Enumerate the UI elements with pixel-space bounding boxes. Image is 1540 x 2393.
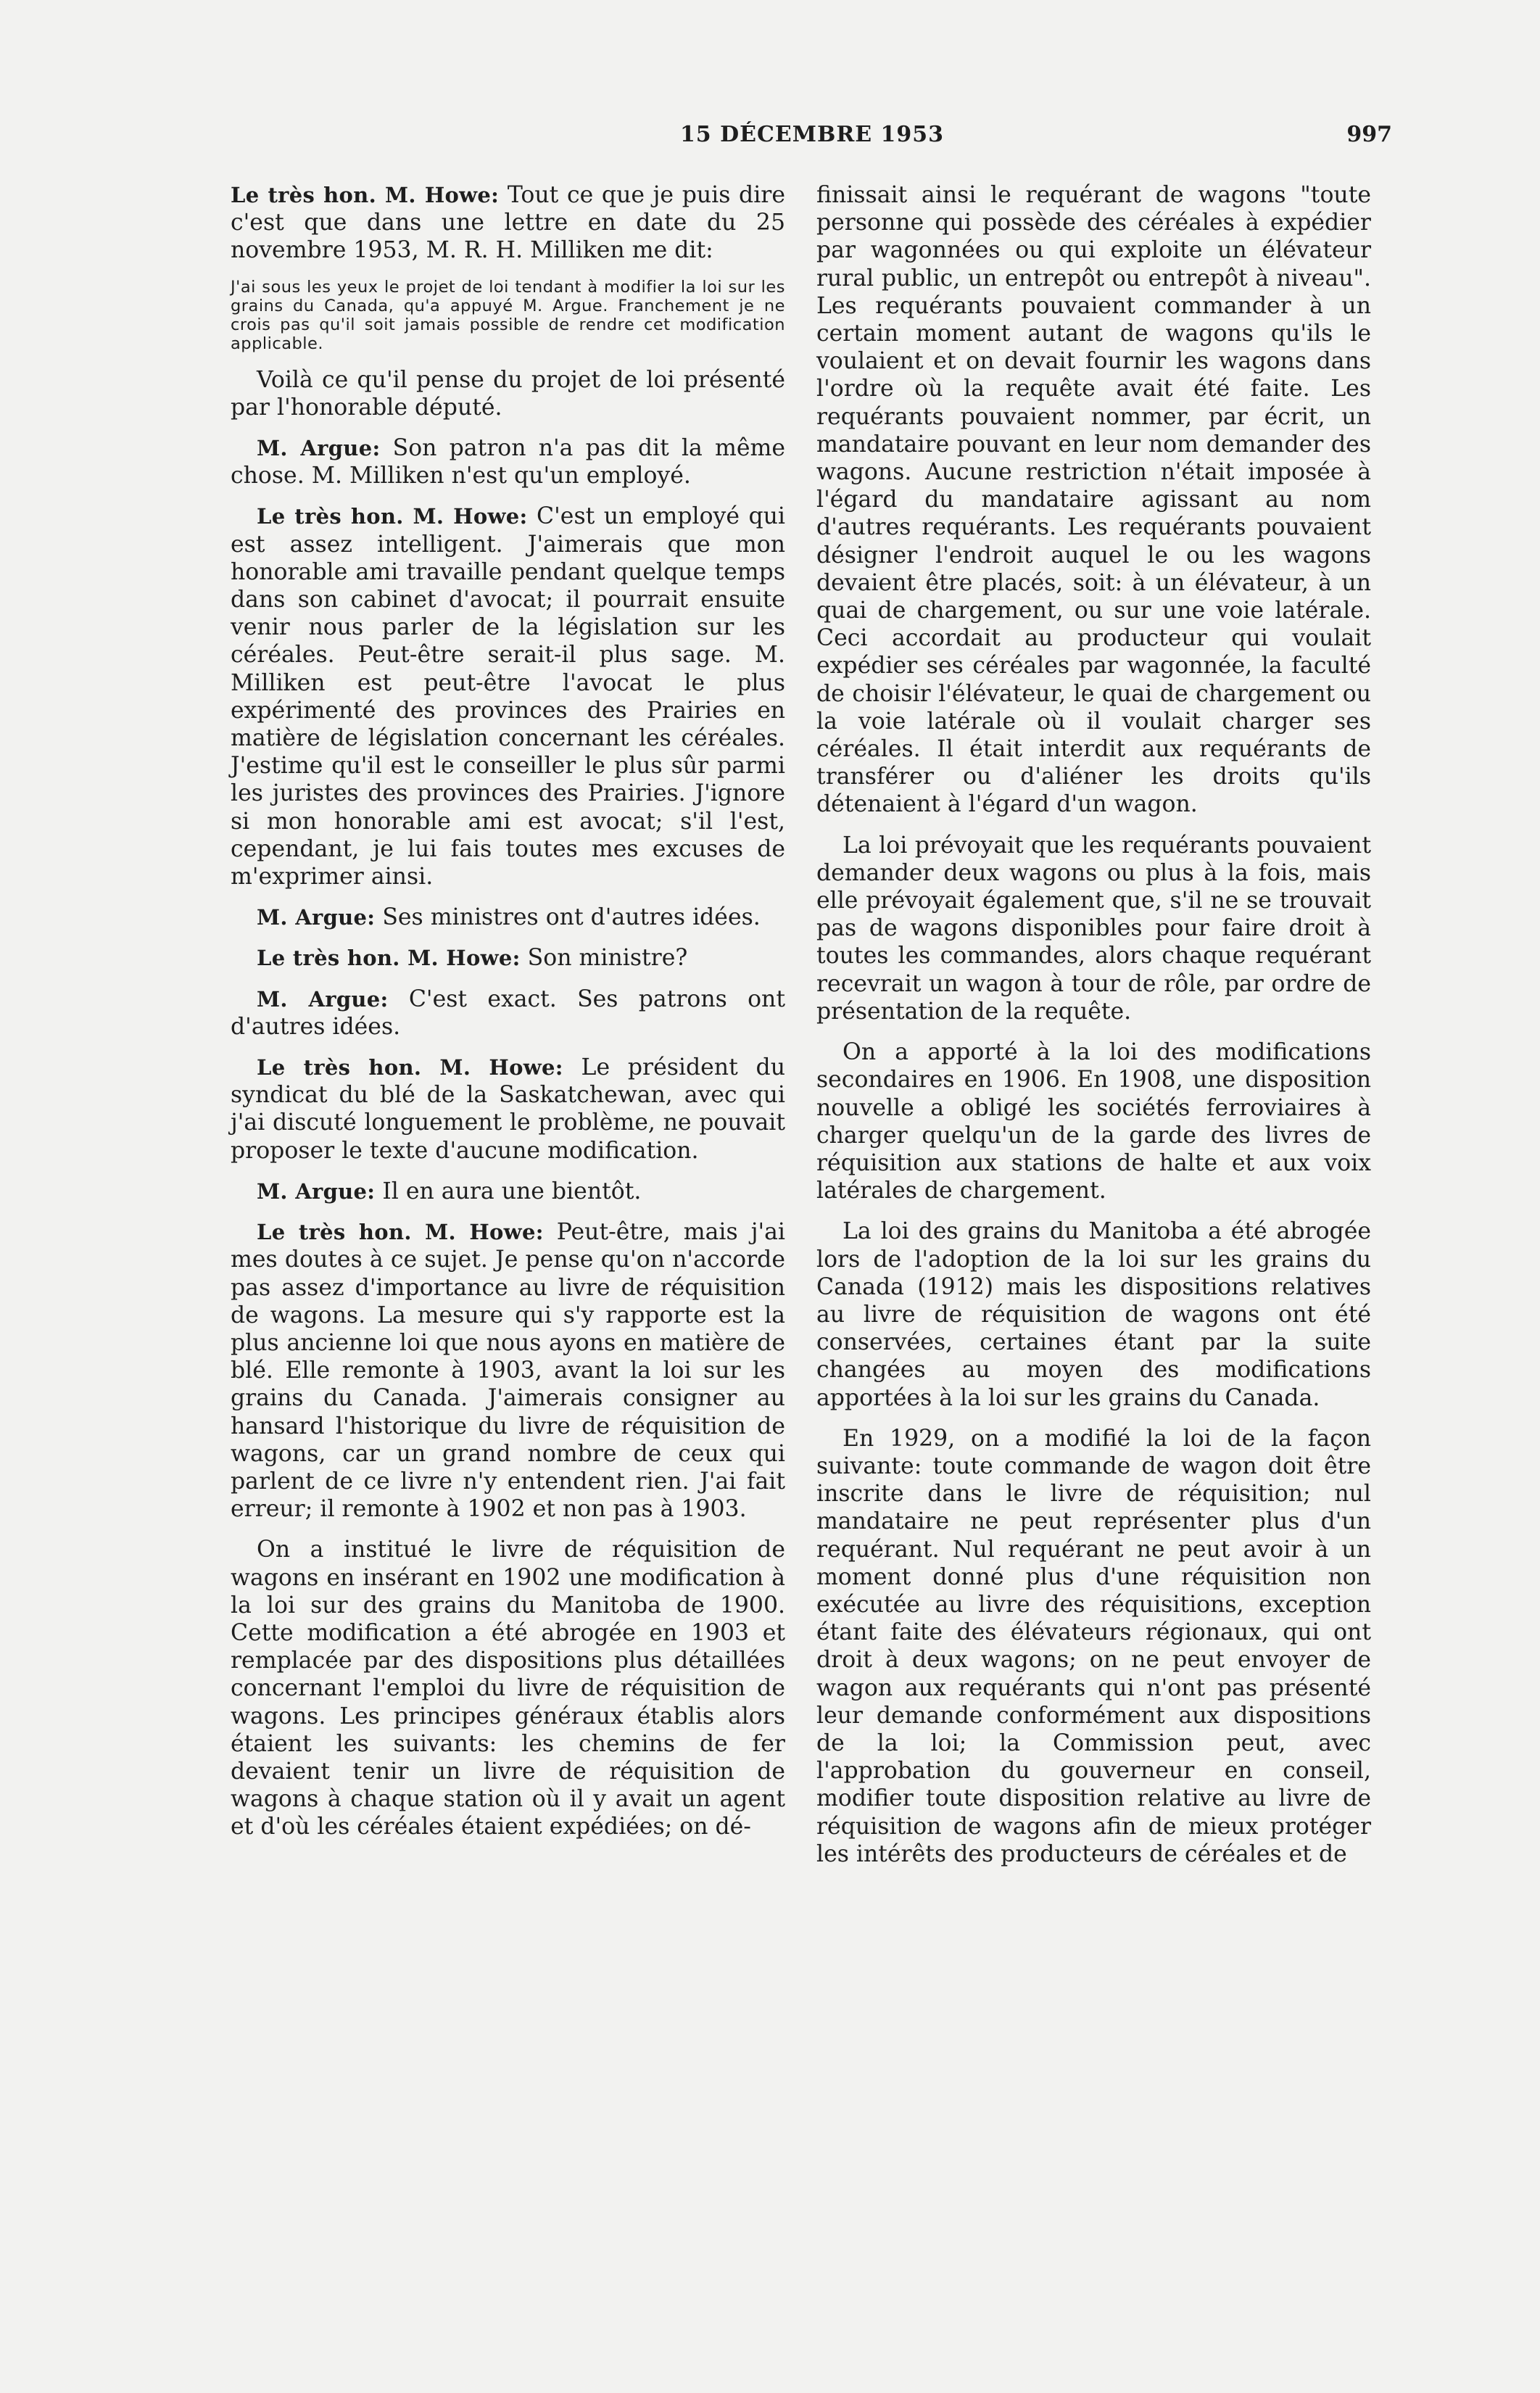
paragraph bbox=[231, 904, 785, 931]
paragraph: La loi des grains du Manitoba a été abrogée lors de l'adoption de la loi sur les grains du Canada (1912) mais les dispositions relatives au livre de réquisition de wagons ont été conservées, certaines étant par la suite changées au moyen des modifications apportées à la loi sur les grains du Canada. bbox=[816, 1218, 1371, 1411]
page-header bbox=[232, 122, 1392, 151]
paragraph-text: C'est exact. Ses patrons ont d'autres idées. bbox=[231, 985, 786, 1040]
paragraph bbox=[231, 1178, 785, 1205]
paragraph: Voilà ce qu'il pense du projet de loi présenté par l'honorable député. bbox=[231, 366, 785, 421]
left-column bbox=[231, 181, 785, 1854]
paragraph-text: Le président du syndicat du blé de la Saskatchewan, avec qui j'ai discuté longuement le problème, ne pouvait proposer le texte d'aucune modification. bbox=[231, 1054, 785, 1164]
paragraph bbox=[231, 181, 785, 265]
speaker-name: M. Argue: bbox=[257, 986, 389, 1012]
paragraph: En 1929, on a modifié la loi de la façon suivante: toute commande de wagon doit être inscrite dans le livre de réquisition; nul mandataire ne peut représenter plus d'un requérant. Nul requérant ne peut avoir à un moment donné plus d'une réquisition non exécutée au livre des réquisitions, exception étant faite des élévateurs régionaux, qui ont droit à deux wagons; on ne peut envoyer de wagon aux requérants qui n'ont pas présenté leur demande conformément aux dispositions de la loi; la Commission peut, avec l'approbation du gouverneur en conseil, modifier toute disposition relative au livre de réquisition de wagons afin de mieux protéger les intérêts des producteurs de céréales et de bbox=[816, 1425, 1371, 1867]
paragraph bbox=[231, 434, 785, 489]
paragraph bbox=[231, 944, 785, 972]
paragraph: On a apporté à la loi des modifications secondaires en 1906. En 1908, une disposition nouvelle a obligé les sociétés ferroviaires à charger quelqu'un de la garde des livres de réquisition aux stations de halte et aux voix latérales de chargement. bbox=[816, 1039, 1371, 1204]
speaker-name: M. Argue: bbox=[257, 436, 381, 461]
quoted-letter: J'ai sous les yeux le projet de loi tendant à modifier la loi sur les grains du Canada, qu'a appuyé M. Argue. Franchement je ne crois pas qu'il soit jamais possible de rendre cet modification applicable. bbox=[231, 277, 785, 353]
paragraph bbox=[231, 1054, 785, 1165]
speaker-name: M. Argue: bbox=[257, 905, 376, 930]
speaker-name: Le très hon. M. Howe: bbox=[257, 1055, 563, 1080]
paragraph bbox=[231, 985, 785, 1041]
paragraph: finissait ainsi le requérant de wagons "toute personne qui possède des céréales à expédier par wagonnées ou qui exploite un élévateur rural public, un entrepôt ou entrepôt à niveau". Les requérants pouvaient commander à un certain moment autant de wagons qu'ils le voulaient et on devait fournir les wagons dans l'ordre où la requête avait été faite. Les requérants pouvaient nommer, par écrit, un mandataire pouvant en leur nom demander des wagons. Aucune restriction n'était imposée à l'égard du mandataire agissant au nom d'autres requérants. Les requérants pouvaient désigner l'endroit auquel le ou les wagons devaient être placés, soit: à un élévateur, à un quai de chargement, ou sur une voie latérale. Ceci accordait au producteur qui voulait expédier ses céréales par wagonnée, la faculté de choisir l'élévateur, le quai de chargement ou la voie latérale où il voulait charger ses céréales. Il était interdit aux requérants de transférer ou d'aliéner les droits qu'ils détenaient à l'égard d'un wagon. bbox=[816, 182, 1371, 818]
paragraph: On a institué le livre de réquisition de wagons en insérant en 1902 une modification à la loi sur des grains du Manitoba de 1900. Cette modification a été abrogée en 1903 et remplacée par des dispositions plus détaillées concernant l'emploi du livre de réquisition de wagons. Les principes généraux établis alors étaient les suivants: les chemins de fer devaient tenir un livre de réquisition de wagons à chaque station où il y avait un agent et d'où les céréales étaient expédiées; on dé- bbox=[231, 1537, 785, 1840]
page-number: 997 bbox=[1346, 122, 1392, 147]
paragraph bbox=[231, 1218, 785, 1523]
paragraph bbox=[231, 503, 785, 890]
speaker-name: Le très hon. M. Howe: bbox=[257, 1220, 544, 1245]
right-column bbox=[816, 181, 1371, 1881]
page-date: 15 DÉCEMBRE 1953 bbox=[679, 122, 945, 147]
paragraph-text: Il en aura une bientôt. bbox=[382, 1178, 642, 1204]
speaker-name: Le très hon. M. Howe: bbox=[257, 946, 521, 971]
paragraph-text: Tout ce que je puis dire c'est que dans une lettre en date du 25 novembre 1953, M. R. H. Milliken me dit: bbox=[231, 182, 785, 264]
speaker-name: Le très hon. M. Howe: bbox=[231, 183, 500, 207]
paragraph-text: Son patron n'a pas dit la même chose. M. Milliken n'est qu'un employé. bbox=[231, 435, 785, 489]
paragraph-text: Peut-être, mais j'ai mes doutes à ce sujet. Je pense qu'on n'accorde pas assez d'importance au livre de réquisition de wagons. La mesure qui s'y rapporte est la plus ancienne loi que nous ayons en matière de blé. Elle remonte à 1903, avant la loi sur les grains du Canada. J'aimerais consigner au hansard l'historique du livre de réquisition de wagons, car un grand nombre de ceux qui parlent de ce livre n'y entendent rien. J'ai fait erreur; il remonte à 1902 et non pas à 1903. bbox=[231, 1219, 785, 1523]
paragraph: La loi prévoyait que les requérants pouvaient demander deux wagons ou plus à la fois, mais elle prévoyait également que, s'il ne se trouvait pas de wagons disponibles pour faire droit à toutes les commandes, alors chaque requérant recevrait un wagon à tour de rôle, par ordre de présentation de la requête. bbox=[816, 832, 1371, 1025]
paragraph-text: Son ministre? bbox=[527, 945, 688, 972]
paragraph-text: Ses ministres ont d'autres idées. bbox=[382, 904, 761, 931]
speaker-name: M. Argue: bbox=[257, 1178, 376, 1204]
speaker-name: Le très hon. M. Howe: bbox=[257, 504, 528, 529]
paragraph-text: C'est un employé qui est assez intelligent. J'aimerais que mon honorable ami travaille pendant quelque temps dans son cabinet d'avocat; il pourrait ensuite venir nous parler de la législation sur les céréales. Peut-être serait-il plus sage. M. Milliken est peut-être l'avocat le plus expérimenté des provinces des Prairies en matière de législation concernant les céréales. J'estime qu'il est le conseiller le plus sûr parmi les juristes des provinces des Prairies. J'ignore si mon honorable ami est avocat; s'il l'est, cependant, je lui fais toutes mes excuses de m'exprimer ainsi. bbox=[231, 503, 785, 890]
